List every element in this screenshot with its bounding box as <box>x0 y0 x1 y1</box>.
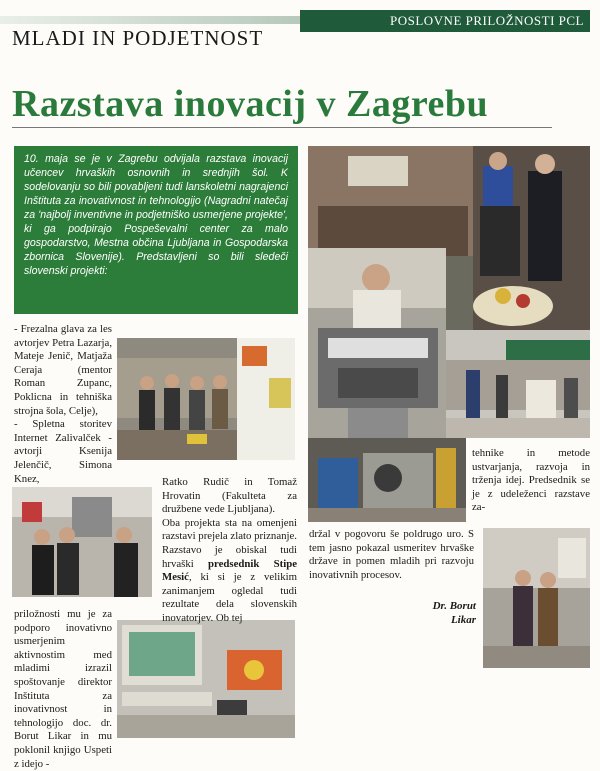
project-2-text: - Spletna storitev Internet Zalivalček - avtorji Ksenija Jelenčič, Simona Knez, <box>14 418 112 485</box>
article-title: Razstava inovacij v Zagrebu <box>12 83 489 125</box>
title-divider <box>12 127 552 128</box>
authors-continued: Ratko Rudič in Tomaž Hrovatin (Fakulteta za družbene vede Ljubljana). <box>162 476 297 516</box>
photo-milling-machine <box>308 438 466 522</box>
column-1-bottom-text: priložnosti mu je za podporo inovativno usmerjenim aktivnostim med mladimi izrazil spoštovanje direktor Inštituta za inovativnost in tehnologijo doc. dr. Borut Likar in mu poklonil knjigo Uspeti z idejo - <box>14 608 112 770</box>
president-name: predsednik Stipe Mesić <box>162 557 297 584</box>
photo-students-group <box>117 338 295 460</box>
project-1-text: - Frezalna glava za les avtorjev Petra Lazarja, Mateje Jenič, Matjaža Ceraja (mentor Roman Zupanc, Poklicna in tehniška strojna šola, Celje), <box>14 323 113 417</box>
award-text: Oba projekta sta na omenjeni razstavi prejela zlato priznanje. Razstavo je obiskal tudi hrvaški predsednik Stipe Mesić, ki si je z velikim zanimanjem ogledal tudi rezultate dela slovenskih inovatorjev. Ob tej <box>162 516 297 624</box>
column-3-text: tehnike in metode ustvarjanja, razvoja in trženja idej. Predsednik se je z udeleženci razstave za- <box>472 447 590 514</box>
column-2-text <box>162 476 297 626</box>
header-band <box>0 16 300 24</box>
section-title-right: POSLOVNE PRILOŽNOSTI PCL <box>389 13 584 28</box>
section-title-left: MLADI IN PODJETNOST <box>12 26 264 50</box>
photo-exhibition-stand <box>446 330 590 438</box>
photo-two-students <box>483 528 590 668</box>
intro-text: 10. maja se je v Zagrebu odvijala razstava inovacij učencev hrvaških osnovnih in srednjih šol. K sodelovanju so bili povabljeni tudi lanskoletni nagrajenci Inštituta za inovativnost in tehnologijo (Nagradni natečaj za 'najbolj inventivne in podjetniško usmerjene projekte', ki ga podpirajo Pospeševalni center za malo gospodarstvo, Mestna občina Ljubljana in Gospodarska zbornica Slovenije). Predstavljeni so bili sledeči slovenski projekti: <box>24 153 288 277</box>
column-middle-bottom-text: držal v pogovoru še poldrugo uro. S tem jasno pokazal usmeritev hrvaške države in pomen mladih pri razvoju inovativnih procesov. <box>309 528 474 581</box>
photo-computer-display <box>117 620 295 738</box>
photo-machine <box>308 248 446 438</box>
photo-visitors <box>12 487 152 597</box>
intro-box <box>14 146 298 314</box>
author-signature: Dr. Borut Likar <box>432 600 476 626</box>
column-1-projects <box>14 323 112 486</box>
